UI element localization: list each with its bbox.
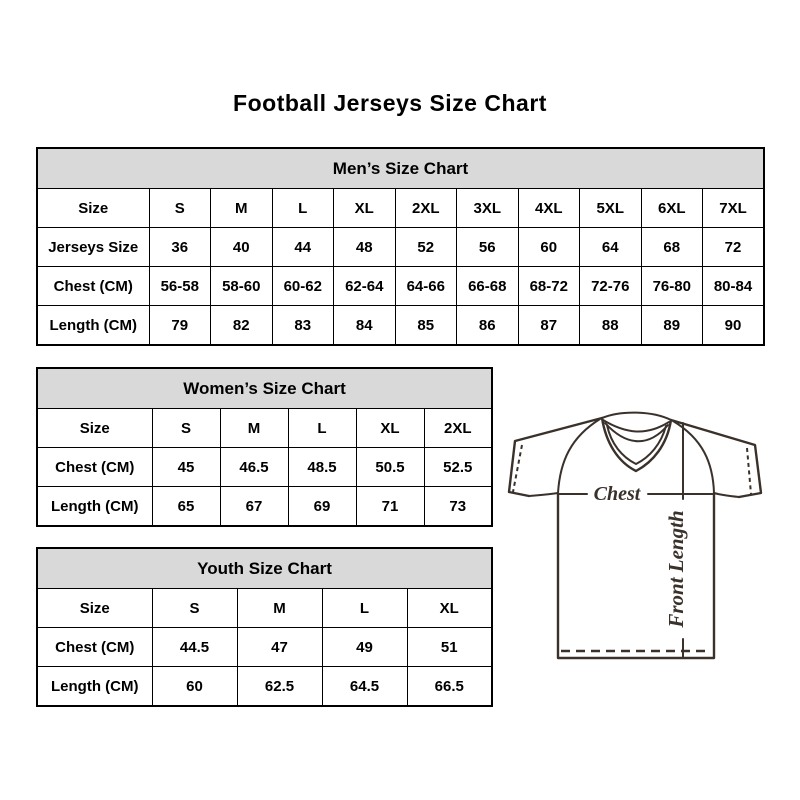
value-cell: 56-58 [149, 267, 211, 306]
table-row [37, 228, 764, 267]
value-cell: 48 [334, 228, 396, 267]
table-row [37, 267, 764, 306]
value-cell: M [220, 409, 288, 448]
table-title: Youth Size Chart [37, 548, 492, 589]
value-cell: 64 [580, 228, 642, 267]
value-cell: L [288, 409, 356, 448]
table-row [37, 589, 492, 628]
value-cell: 46.5 [220, 448, 288, 487]
value-cell: 85 [395, 306, 457, 346]
value-cell: 82 [211, 306, 273, 346]
value-cell: 84 [334, 306, 396, 346]
jersey-right-cuff-dashed-line [747, 448, 751, 494]
row-label-cell: Size [37, 409, 152, 448]
value-cell: 51 [407, 628, 492, 667]
row-label-cell: Size [37, 189, 149, 228]
jersey-left-underarm [529, 493, 558, 496]
value-cell: 68 [641, 228, 703, 267]
value-cell: XL [334, 189, 396, 228]
value-cell: 45 [152, 448, 220, 487]
value-cell: M [211, 189, 273, 228]
table-row [37, 628, 492, 667]
value-cell: 67 [220, 487, 288, 527]
value-cell: 2XL [424, 409, 492, 448]
row-label-cell: Jerseys Size [37, 228, 149, 267]
value-cell: 44.5 [152, 628, 237, 667]
row-label-cell: Chest (CM) [37, 267, 149, 306]
value-cell: S [152, 589, 237, 628]
value-cell: 52 [395, 228, 457, 267]
value-cell: 62-64 [334, 267, 396, 306]
table-title: Women’s Size Chart [37, 368, 492, 409]
value-cell: 79 [149, 306, 211, 346]
value-cell: 66.5 [407, 667, 492, 707]
page-title: Football Jerseys Size Chart [233, 90, 547, 116]
value-cell: 58-60 [211, 267, 273, 306]
value-cell: 62.5 [237, 667, 322, 707]
value-cell: S [152, 409, 220, 448]
value-cell: L [322, 589, 407, 628]
value-cell: S [149, 189, 211, 228]
value-cell: 86 [457, 306, 519, 346]
value-cell: 69 [288, 487, 356, 527]
value-cell: 88 [580, 306, 642, 346]
value-cell: 73 [424, 487, 492, 527]
value-cell: 47 [237, 628, 322, 667]
value-cell: 64-66 [395, 267, 457, 306]
value-cell: 4XL [518, 189, 580, 228]
value-cell: 83 [272, 306, 334, 346]
value-cell: 72-76 [580, 267, 642, 306]
table-row [37, 487, 492, 527]
row-label-cell: Length (CM) [37, 487, 152, 527]
value-cell: 5XL [580, 189, 642, 228]
value-cell: 48.5 [288, 448, 356, 487]
value-cell: 2XL [395, 189, 457, 228]
value-cell: 60-62 [272, 267, 334, 306]
value-cell: 44 [272, 228, 334, 267]
youth-size-table [36, 547, 493, 707]
value-cell: 87 [518, 306, 580, 346]
value-cell: 60 [518, 228, 580, 267]
value-cell: 72 [703, 228, 765, 267]
jersey-measurement-diagram [503, 401, 775, 673]
value-cell: 71 [356, 487, 424, 527]
value-cell: 7XL [703, 189, 765, 228]
value-cell: 89 [641, 306, 703, 346]
womens-size-table [36, 367, 493, 527]
value-cell: XL [356, 409, 424, 448]
row-label-cell: Size [37, 589, 152, 628]
value-cell: 52.5 [424, 448, 492, 487]
table-row [37, 306, 764, 346]
value-cell: 40 [211, 228, 273, 267]
value-cell: M [237, 589, 322, 628]
table-row [37, 409, 492, 448]
row-label-cell: Chest (CM) [37, 448, 152, 487]
row-label-cell: Length (CM) [37, 306, 149, 346]
value-cell: 50.5 [356, 448, 424, 487]
jersey-right-underarm [714, 493, 739, 497]
jersey-torso-outline [558, 493, 714, 658]
row-label-cell: Length (CM) [37, 667, 152, 707]
value-cell: 90 [703, 306, 765, 346]
value-cell: 49 [322, 628, 407, 667]
value-cell: 66-68 [457, 267, 519, 306]
value-cell: 76-80 [641, 267, 703, 306]
value-cell: 68-72 [518, 267, 580, 306]
value-cell: XL [407, 589, 492, 628]
jersey-left-sleeve [509, 418, 602, 496]
value-cell: L [272, 189, 334, 228]
jersey-collar-top-edge [602, 413, 671, 420]
chest-label: Chest [593, 483, 641, 505]
value-cell: 60 [152, 667, 237, 707]
value-cell: 6XL [641, 189, 703, 228]
mens-size-table [36, 147, 765, 346]
value-cell: 80-84 [703, 267, 765, 306]
value-cell: 3XL [457, 189, 519, 228]
jersey-left-shoulder-seam [558, 419, 600, 493]
table-title: Men’s Size Chart [37, 148, 764, 189]
front-length-label: Front Length [664, 510, 688, 628]
value-cell: 65 [152, 487, 220, 527]
table-row [37, 448, 492, 487]
value-cell: 36 [149, 228, 211, 267]
table-row [37, 189, 764, 228]
value-cell: 64.5 [322, 667, 407, 707]
row-label-cell: Chest (CM) [37, 628, 152, 667]
value-cell: 56 [457, 228, 519, 267]
table-row [37, 667, 492, 707]
